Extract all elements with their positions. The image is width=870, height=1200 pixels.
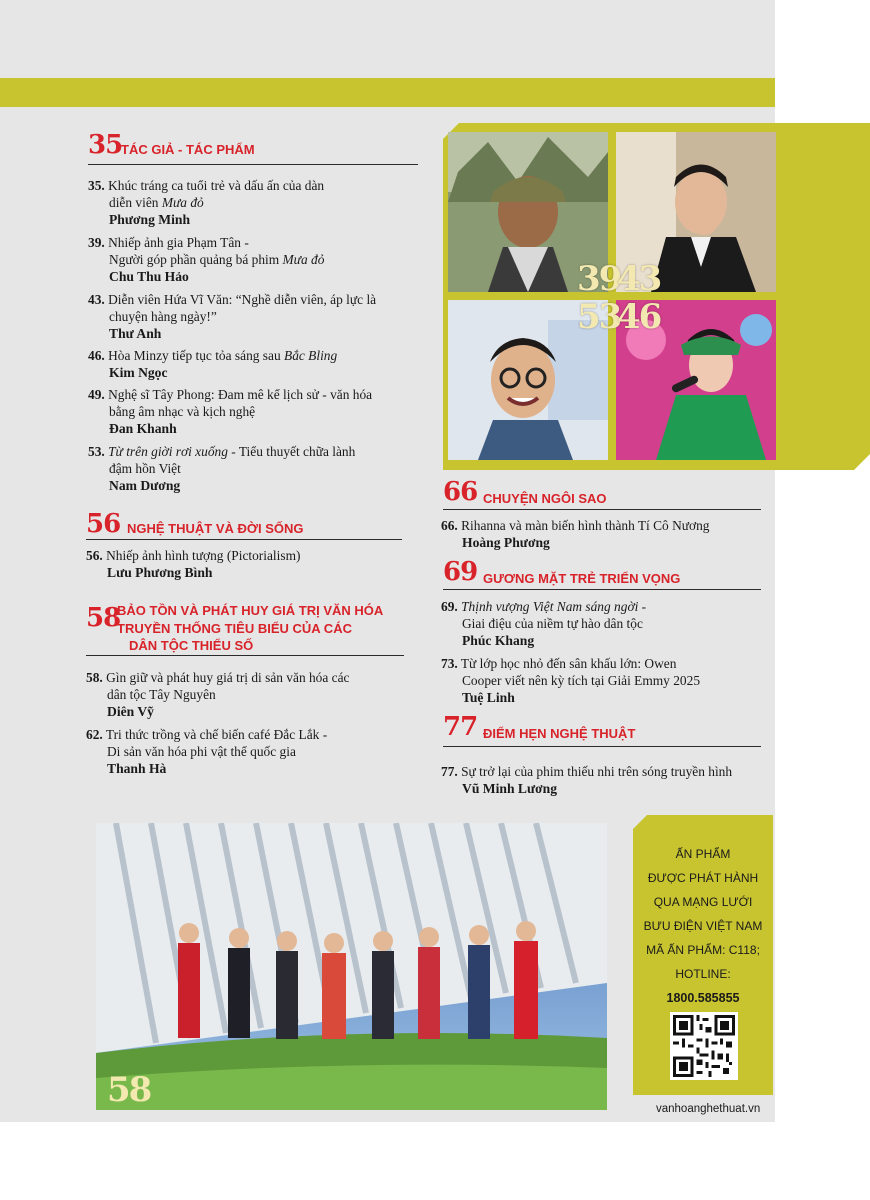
section-rule: [86, 539, 402, 540]
article-title: Khúc tráng ca tuổi trẻ và dấu ấn của dàn: [108, 178, 325, 193]
section-header-69: [443, 558, 761, 590]
article-title-cont: Di sản văn hóa phi vật thể quốc gia: [107, 744, 296, 759]
article-author: Thư Anh: [109, 326, 162, 341]
cover-photo-ethnic-costumes[interactable]: [96, 823, 607, 1110]
article-title-cont: Cooper viết nên kỳ tích tại Giải Emmy 2025: [462, 673, 701, 688]
section-title: TÁC GIẢ - TÁC PHẨM: [121, 142, 255, 157]
article-77[interactable]: [441, 763, 732, 797]
article-title-cont: dân tộc Tây Nguyên: [107, 687, 216, 702]
page-number: 46.: [88, 348, 105, 363]
section-header-35: [88, 131, 418, 167]
qr-code[interactable]: [670, 1012, 738, 1080]
page-number: 73.: [441, 656, 458, 671]
photo-number-53: 53: [577, 297, 621, 337]
article-author: Hoàng Phương: [462, 535, 550, 550]
article-title: -: [638, 599, 647, 614]
hotline-number[interactable]: 1800.585855: [666, 991, 740, 1005]
article-title: Hòa Minzy tiếp tục tỏa sáng sau: [108, 348, 285, 363]
article-author: Thanh Hà: [107, 761, 167, 776]
article-author: Diên Vỹ: [107, 704, 154, 719]
article-author: Lưu Phương Bình: [107, 565, 213, 580]
section-number: 66: [443, 477, 478, 507]
section-header-56: [86, 510, 402, 540]
song-title: Bắc Bling: [284, 348, 338, 363]
article-author: Đan Khanh: [109, 421, 177, 436]
info-line-1: ẤN PHẨM: [675, 847, 731, 861]
article-title: Nghệ sĩ Tây Phong: Đam mê kể lịch sử - văn hóa: [108, 387, 373, 402]
photo-number-39: 39: [577, 259, 621, 299]
article-author: Tuệ Linh: [462, 690, 515, 705]
song-title: Thịnh vượng Việt Nam sáng ngời: [461, 599, 639, 614]
section-title: ĐIỂM HẸN NGHỆ THUẬT: [483, 726, 636, 741]
article-author: Phúc Khang: [462, 633, 535, 648]
article-author: Vũ Minh Lương: [462, 781, 558, 796]
article-73[interactable]: [441, 655, 700, 706]
article-title-cont: chuyện hàng ngày!”: [109, 309, 217, 324]
photo-number-43: 43: [617, 259, 661, 299]
section-number: 35: [88, 130, 123, 160]
page-number: 53.: [88, 444, 105, 459]
page-number: 66.: [441, 518, 458, 533]
article-title: Diễn viên Hứa Vĩ Văn: “Nghề diễn viên, áp lực là: [108, 292, 377, 307]
article-49[interactable]: [88, 386, 372, 437]
section-number: 56: [86, 509, 121, 539]
article-39[interactable]: [88, 234, 324, 285]
website-link[interactable]: vanhoanghethuat.vn: [656, 1103, 761, 1115]
article-title: Từ lớp học nhỏ đến sân khấu lớn: Owen: [460, 656, 677, 671]
article-56[interactable]: [86, 547, 300, 581]
article-title: Rihanna và màn biến hình thành Tí Cô Nương: [461, 518, 710, 533]
article-title-cont: Giai điệu của niềm tự hào dân tộc: [462, 616, 643, 631]
page-number: 35.: [88, 178, 105, 193]
article-title: Gìn giữ và phát huy giá trị di sản văn hóa các: [106, 670, 350, 685]
section-title: NGHỆ THUẬT VÀ ĐỜI SỐNG: [127, 521, 304, 536]
article-title: Nhiếp ảnh gia Phạm Tân -: [108, 235, 249, 250]
article-author: Kim Ngọc: [109, 365, 168, 380]
distribution-info-text: [633, 842, 773, 1010]
section-rule: [443, 746, 761, 747]
section-number: 69: [443, 557, 478, 587]
info-line-5: MÃ ẤN PHẨM: C118;: [646, 943, 760, 957]
info-line-6: HOTLINE:: [675, 967, 731, 981]
article-69[interactable]: [441, 598, 646, 649]
women-in-traditional-dress-image: [96, 823, 607, 1110]
info-line-4: BƯU ĐIỆN VIỆT NAM: [643, 919, 763, 933]
article-author: Chu Thu Hảo: [109, 269, 189, 284]
film-title: Mưa đỏ: [282, 252, 325, 267]
section-number: 77: [443, 712, 478, 742]
article-35[interactable]: [88, 177, 324, 228]
article-62[interactable]: [86, 726, 327, 777]
page-number: 58.: [86, 670, 103, 685]
page-number: 62.: [86, 727, 103, 742]
page-number: 49.: [88, 387, 105, 402]
article-title-cont: diễn viên: [109, 195, 162, 210]
page-number: 39.: [88, 235, 105, 250]
section-header-66: [443, 478, 761, 510]
article-title-cont: Người góp phần quảng bá phim: [109, 252, 283, 267]
article-53[interactable]: [88, 443, 355, 494]
article-title: Nhiếp ảnh hình tượng (Pictorialism): [106, 548, 301, 563]
article-title: Tri thức trồng và chế biến café Đắc Lắk -: [105, 727, 328, 742]
page-number: 43.: [88, 292, 105, 307]
article-title: Sự trở lại của phim thiếu nhi trên sóng truyền hình: [461, 764, 733, 779]
section-rule: [443, 509, 761, 510]
article-title-cont: bằng âm nhạc và kịch nghệ: [109, 404, 256, 419]
article-title: - Tiểu thuyết chữa lành: [227, 444, 356, 459]
section-title: GƯƠNG MẶT TRẺ TRIỂN VỌNG: [483, 571, 681, 586]
section-title: CHUYỆN NGÔI SAO: [483, 491, 607, 506]
article-author: Phương Minh: [109, 212, 191, 227]
section-number: 58: [86, 603, 121, 633]
section-rule: [88, 164, 418, 165]
photo-number-46: 46: [617, 297, 661, 337]
info-line-2: ĐƯỢC PHÁT HÀNH: [647, 871, 759, 885]
article-46[interactable]: [88, 347, 337, 381]
novel-title: Từ trên giời rơi xuống: [108, 444, 228, 459]
qr-code-icon: [673, 1015, 735, 1077]
section-title-line-2: TRUYỀN THỐNG TIÊU BIỂU CỦA CÁC: [117, 621, 352, 636]
article-author: Nam Dương: [109, 478, 181, 493]
article-43[interactable]: [88, 291, 376, 342]
section-rule: [443, 589, 761, 590]
photo-number-58: 58: [107, 1070, 151, 1110]
film-title: Mưa đỏ: [161, 195, 204, 210]
section-title-line-1: BẢO TỒN VÀ PHÁT HUY GIÁ TRỊ VĂN HÓA: [117, 603, 384, 618]
article-58[interactable]: [86, 669, 350, 720]
section-rule: [86, 655, 404, 656]
article-title-cont: đậm hồn Việt: [109, 461, 181, 476]
page-number: 56.: [86, 548, 103, 563]
header-band: [0, 78, 775, 107]
page-number: 77.: [441, 764, 458, 779]
section-header-77: [443, 713, 761, 747]
section-title-line-3: DÂN TỘC THIỂU SỐ: [129, 638, 254, 653]
page-number: 69.: [441, 599, 458, 614]
section-header-58: [86, 600, 404, 660]
article-66[interactable]: [441, 517, 710, 551]
info-line-3: QUA MẠNG LƯỚI: [653, 895, 753, 909]
